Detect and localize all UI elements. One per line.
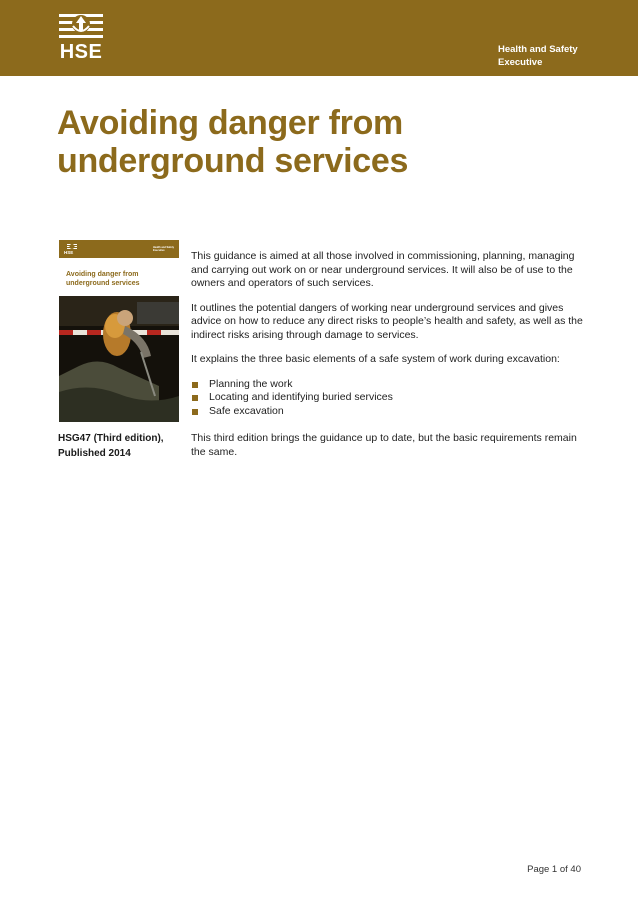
hse-logo [57,12,105,62]
page-title: Avoiding danger from underground services [57,104,409,180]
page-number: Page 1 of 40 [527,864,581,875]
cover-thumbnail [59,240,179,422]
intro-text [191,250,591,429]
intro-paragraph: This guidance is aimed at all those involved in commissioning, planning, managing and carrying out work on or near underground services. It will also be of use to the owners and operators of such services. [191,250,575,289]
logo-text: HSE [59,41,103,63]
safe-system-list [191,378,591,419]
header-bar [0,0,638,76]
list-item: Safe excavation [191,405,591,419]
worker-excavating-photo [59,296,179,422]
list-item: Planning the work [191,378,591,392]
publication-info [58,431,178,461]
published-label: Published 2014 [58,448,131,459]
cover-title: Avoiding danger from underground services [66,271,140,287]
hse-crown-icon [59,12,103,44]
cover-logo-text: HSE [64,250,74,255]
cover-org-name: Health and Safety Executive [153,246,174,252]
intro-paragraph: It outlines the potential dangers of working near underground services and gives advice on how to reduce any direct risks to people’s health and safety, as well as the indirect risks arising through damage to services. [191,301,583,341]
intro-paragraph: It explains the three basic elements of a safe system of work during excavation: [191,353,560,365]
org-name: Health and Safety Executive [498,44,578,68]
closing-paragraph: This third edition brings the guidance up to date, but the basic requirements remain the same. [191,432,577,458]
cover-band [59,240,179,258]
cover-header [59,240,179,296]
list-item: Locating and identifying buried services [191,391,591,405]
edition-label: HSG47 (Third edition), [58,433,164,444]
